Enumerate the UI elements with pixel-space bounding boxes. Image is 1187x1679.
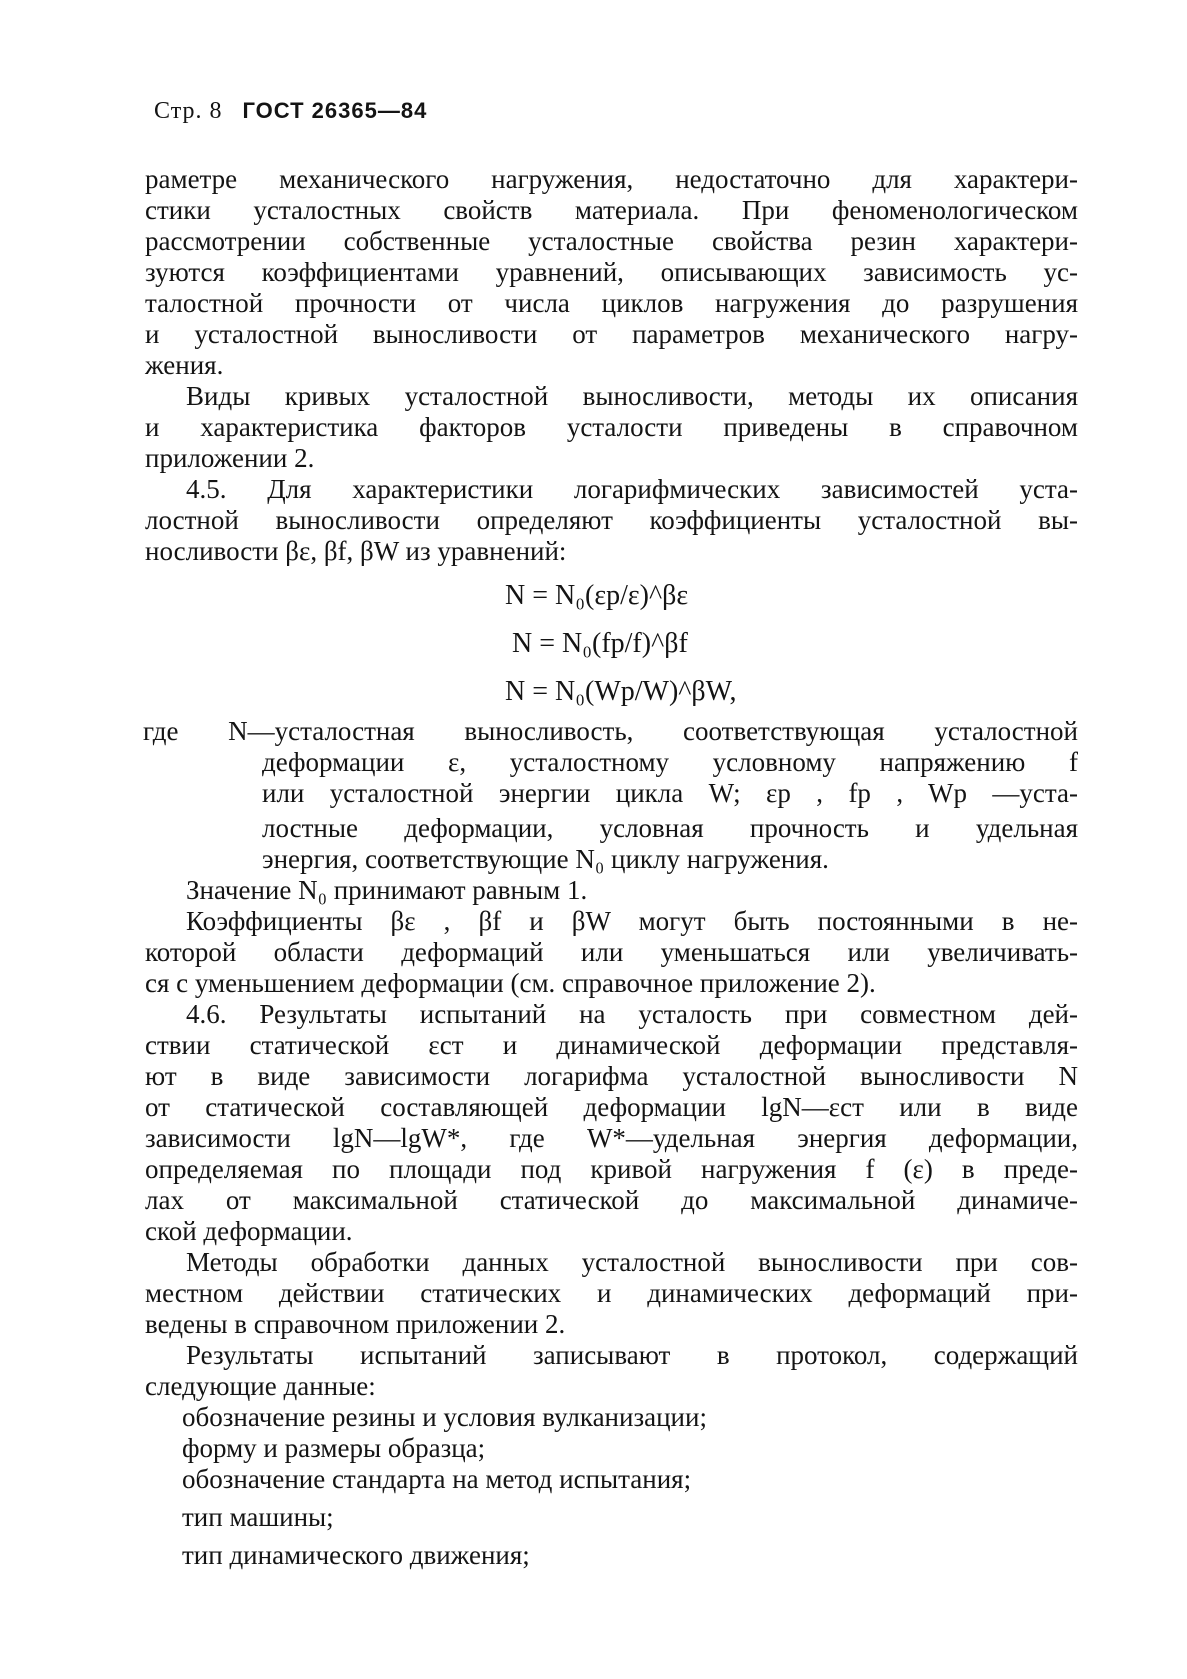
list-item: тип динамического движения;: [182, 1540, 530, 1570]
list-item: обозначение резины и условия вулканизации;: [182, 1402, 707, 1432]
text-line: энергия, соответствующие N₀ циклу нагружения.: [262, 844, 829, 874]
text-line: зуются коэффициентами уравнений, описывающих зависимость ус-: [145, 257, 1078, 287]
text-line: раметре механического нагружения, недостаточно для характери-: [145, 164, 1078, 194]
text-line: следующие данные:: [145, 1371, 376, 1401]
text-line: и усталостной выносливости от параметров механического нагру-: [145, 319, 1078, 349]
list-item: тип машины;: [182, 1502, 334, 1532]
standard-number: ГОСТ 26365—84: [242, 98, 428, 123]
text-line: определяемая по площади под кривой нагружения f (ε) в преде-: [145, 1154, 1078, 1184]
text-line: ствии статической εст и динамической деформации представля-: [145, 1030, 1078, 1060]
text-line: лах от максимальной статической до максимальной динамиче-: [145, 1185, 1078, 1215]
page-number: Стр. 8: [154, 98, 223, 124]
text-line: жения.: [145, 350, 224, 380]
text-line: Коэффициенты βε , βf и βW могут быть постоянными в не-: [186, 906, 1078, 936]
text-line: зависимости lgN—lgW*, где W*—удельная энергия деформации,: [145, 1123, 1078, 1153]
text-line: приложении 2.: [145, 443, 315, 473]
text-line: которой области деформаций или уменьшаться или увеличивать-: [145, 937, 1078, 967]
equation-2: N = N₀(fp/f)^βf: [512, 628, 688, 659]
text-line: 4.6. Результаты испытаний на усталость при совместном дей-: [186, 999, 1078, 1029]
equation-1: N = N₀(εp/ε)^βε: [505, 580, 689, 611]
page-header: [154, 98, 427, 125]
text-line: Методы обработки данных усталостной выносливости при сов-: [186, 1247, 1078, 1277]
text-line: или усталостной энергии цикла W; εp , fp , Wp —уста-: [262, 778, 1078, 808]
text-line: и характеристика факторов усталости приведены в справочном: [145, 412, 1078, 442]
text-line: рассмотрении собственные усталостные свойства резин характери-: [145, 226, 1078, 256]
text-line: 4.5. Для характеристики логарифмических зависимостей уста-: [186, 474, 1078, 504]
text-line: ся с уменьшением деформации (см. справочное приложение 2).: [145, 968, 876, 998]
text-line: Результаты испытаний записывают в протокол, содержащий: [186, 1340, 1078, 1370]
text-line: где N—усталостная выносливость, соответствующая усталостной: [143, 716, 1078, 746]
text-line: ведены в справочном приложении 2.: [145, 1309, 566, 1339]
list-item: обозначение стандарта на метод испытания;: [182, 1464, 692, 1494]
text-line: стики усталостных свойств материала. При феноменологическом: [145, 195, 1078, 225]
text-line: Виды кривых усталостной выносливости, методы их описания: [186, 381, 1078, 411]
text-line: носливости βε, βf, βW из уравнений:: [145, 536, 567, 566]
paragraph-4: Значение N₀ принимают равным 1.: [186, 875, 588, 905]
text-line: ют в виде зависимости логарифма усталостной выносливости N: [145, 1061, 1078, 1091]
text-line: лостной выносливости определяют коэффициенты усталостной вы-: [145, 505, 1078, 535]
equation-3: N = N₀(Wp/W)^βW,: [505, 676, 737, 707]
text-line: от статической составляющей деформации lgN—εст или в виде: [145, 1092, 1078, 1122]
text-line: местном действии статических и динамических деформаций при-: [145, 1278, 1078, 1308]
text-line: лостные деформации, условная прочность и удельная: [262, 813, 1078, 843]
text-line: талостной прочности от числа циклов нагружения до разрушения: [145, 288, 1078, 318]
text-line: ской деформации.: [145, 1216, 353, 1246]
list-item: форму и размеры образца;: [182, 1433, 486, 1463]
text-line: деформации ε, усталостному условному напряжению f: [262, 747, 1078, 777]
